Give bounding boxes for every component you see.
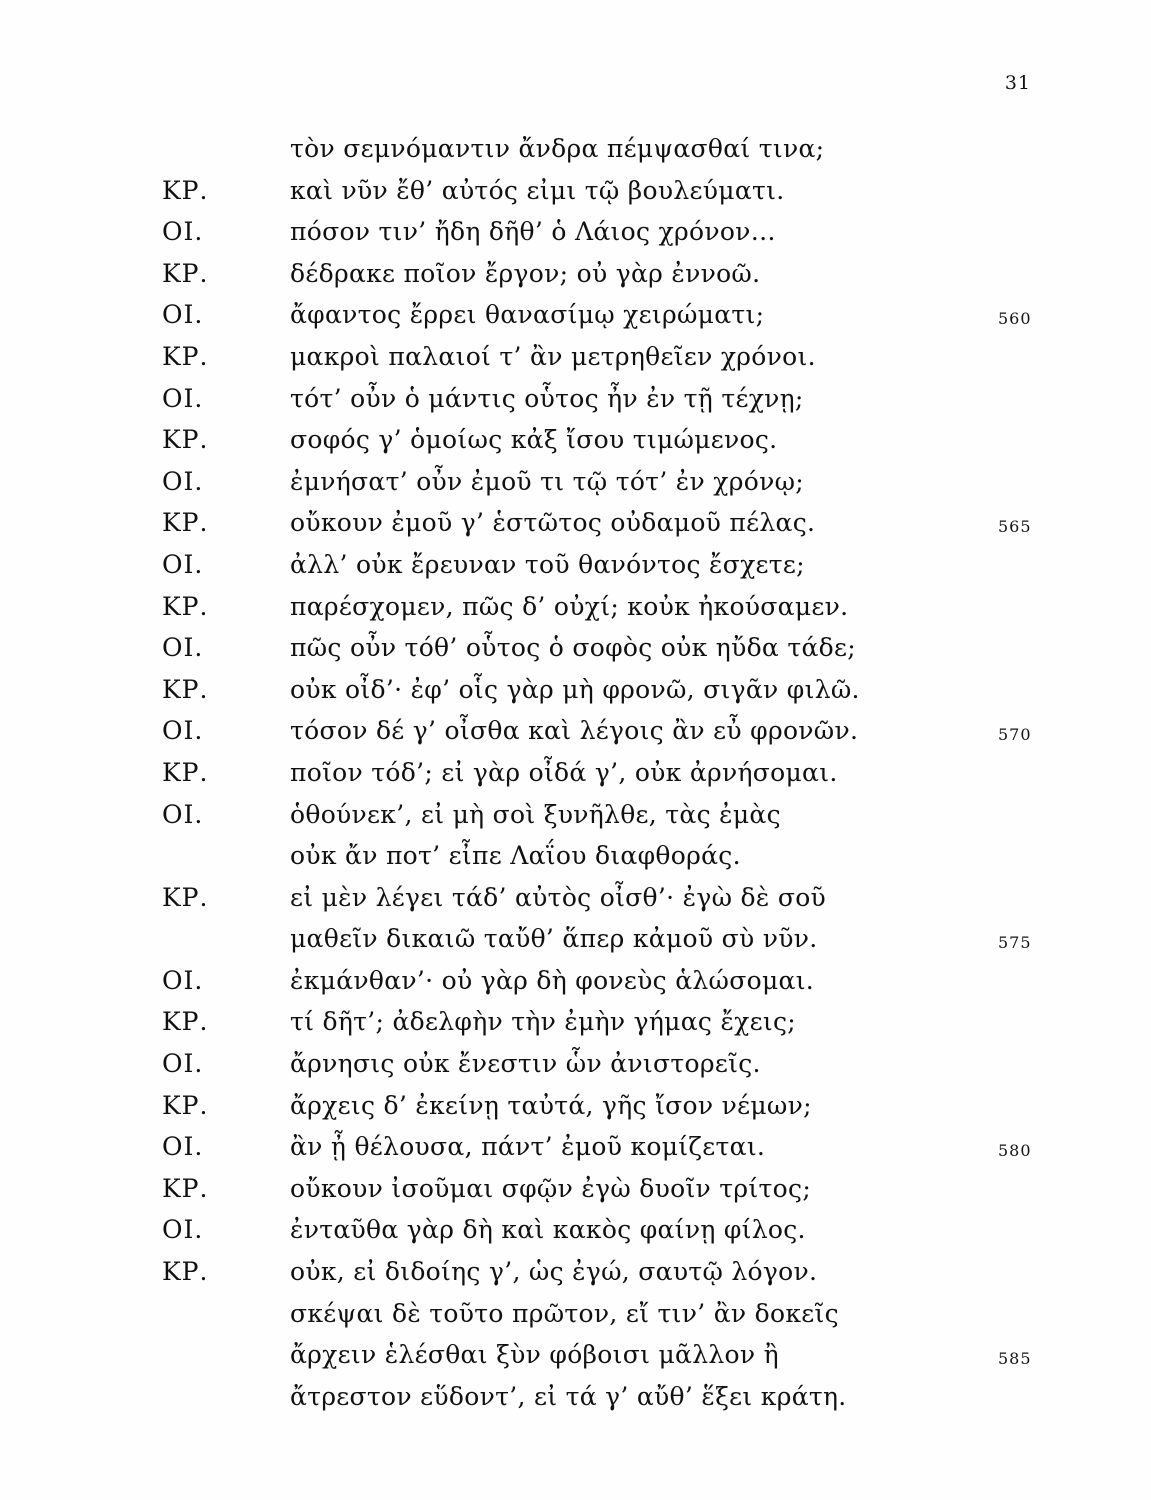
verse-line bbox=[0, 1126, 1151, 1168]
line-number: 585 bbox=[998, 1349, 1032, 1369]
verse-line bbox=[0, 794, 1151, 836]
verse-line bbox=[0, 1168, 1151, 1210]
verse-line bbox=[0, 1209, 1151, 1251]
verse-text: τί δῆτ’; ἀδελφὴν τὴν ἐμὴν γήμας ἔχεις; bbox=[290, 1007, 796, 1037]
verse-line bbox=[0, 502, 1151, 544]
verse-text: ἂν ᾖ θέλουσα, πάντ’ ἐμοῦ κομίζεται. bbox=[290, 1132, 766, 1162]
speaker-label: ΚΡ. bbox=[162, 757, 209, 787]
verse-text: οὐκ ἄν ποτ’ εἶπε Λαΐου διαφθοράς. bbox=[290, 841, 741, 871]
verse-text: ἄρνησις οὐκ ἔνεστιν ὧν ἀνιστορεῖς. bbox=[290, 1049, 761, 1079]
verse-line bbox=[0, 1043, 1151, 1085]
speaker-label: ΚΡ. bbox=[162, 591, 209, 621]
speaker-label: ΟΙ. bbox=[162, 799, 204, 829]
verse-line bbox=[0, 710, 1151, 752]
verse-text: ἐμνήσατ’ οὖν ἐμοῦ τι τῷ τότ’ ἐν χρόνῳ; bbox=[290, 466, 804, 496]
verse-line bbox=[0, 294, 1151, 336]
verse-text: ἀλλ’ οὐκ ἔρευναν τοῦ θανόντος ἔσχετε; bbox=[290, 549, 805, 579]
verse-line bbox=[0, 419, 1151, 461]
verse-text: καὶ νῦν ἔθ’ αὐτός εἰμι τῷ βουλεύματι. bbox=[290, 175, 785, 205]
verse-text: μαθεῖν δικαιῶ ταὔθ’ ἅπερ κἀμοῦ σὺ νῦν. bbox=[290, 924, 818, 954]
speaker-label: ΟΙ. bbox=[162, 217, 204, 247]
verse-line bbox=[0, 627, 1151, 669]
speaker-label: ΚΡ. bbox=[162, 425, 209, 455]
verse-text: οὔκουν ἐμοῦ γ’ ἑστῶτος οὐδαμοῦ πέλας. bbox=[290, 508, 816, 538]
speaker-label: ΚΡ. bbox=[162, 674, 209, 704]
verse-line bbox=[0, 253, 1151, 295]
verse-text: ὁθούνεκ’, εἰ μὴ σοὶ ξυνῆλθε, τὰς ἐμὰς bbox=[290, 799, 781, 829]
verse-line bbox=[0, 1376, 1151, 1418]
verse-text: ἐνταῦθα γὰρ δὴ καὶ κακὸς φαίνῃ φίλος. bbox=[290, 1215, 806, 1245]
verse-text: πόσον τιν’ ἤδη δῆθ’ ὁ Λάιος χρόνον… bbox=[290, 217, 776, 247]
speaker-label: ΚΡ. bbox=[162, 882, 209, 912]
verse-line bbox=[0, 461, 1151, 503]
verse-text: ἄρχειν ἑλέσθαι ξὺν φόβοισι μᾶλλον ἢ bbox=[290, 1340, 779, 1370]
verse-text: δέδρακε ποῖον ἔργον; οὐ γὰρ ἐννοῶ. bbox=[290, 258, 761, 288]
verse-text: πῶς οὖν τόθ’ οὗτος ὁ σοφὸς οὐκ ηὔδα τάδε; bbox=[290, 633, 856, 663]
verse-line bbox=[0, 1085, 1151, 1127]
speaker-label: ΟΙ. bbox=[162, 383, 204, 413]
verse-text: τόσον δέ γ’ οἶσθα καὶ λέγοις ἂν εὖ φρονῶν. bbox=[290, 716, 859, 746]
line-number: 575 bbox=[998, 933, 1032, 953]
verse-text: ἐκμάνθαν’· οὐ γὰρ δὴ φονεὺς ἁλώσομαι. bbox=[290, 965, 815, 995]
speaker-label: ΚΡ. bbox=[162, 1173, 209, 1203]
verse-line bbox=[0, 1334, 1151, 1376]
verse-lines bbox=[0, 128, 1151, 1417]
speaker-label: ΚΡ. bbox=[162, 341, 209, 371]
speaker-label: ΟΙ. bbox=[162, 300, 204, 330]
speaker-label: ΚΡ. bbox=[162, 258, 209, 288]
verse-line bbox=[0, 170, 1151, 212]
page-number: 31 bbox=[1004, 72, 1031, 94]
speaker-label: ΟΙ. bbox=[162, 466, 204, 496]
speaker-label: ΟΙ. bbox=[162, 1132, 204, 1162]
verse-line bbox=[0, 752, 1151, 794]
verse-text: μακροὶ παλαιοί τ’ ἂν μετρηθεῖεν χρόνοι. bbox=[290, 341, 816, 371]
verse-line bbox=[0, 1251, 1151, 1293]
verse-text: σκέψαι δὲ τοῦτο πρῶτον, εἴ τιν’ ἂν δοκεῖς bbox=[290, 1298, 839, 1328]
verse-text: εἰ μὲν λέγει τάδ’ αὐτὸς οἶσθ’· ἐγὼ δὲ σοῦ bbox=[290, 882, 827, 912]
verse-line bbox=[0, 1293, 1151, 1335]
speaker-label: ΚΡ. bbox=[162, 1090, 209, 1120]
verse-line bbox=[0, 586, 1151, 628]
verse-line bbox=[0, 960, 1151, 1002]
verse-text: τότ’ οὖν ὁ μάντις οὗτος ἦν ἐν τῇ τέχνῃ; bbox=[290, 383, 804, 413]
verse-text: ἄφαντος ἔρρει θανασίμῳ χειρώματι; bbox=[290, 300, 765, 330]
speaker-label: ΟΙ. bbox=[162, 1215, 204, 1245]
verse-text: τὸν σεμνόμαντιν ἄνδρα πέμψασθαί τινα; bbox=[290, 134, 825, 163]
verse-line bbox=[0, 918, 1151, 960]
verse-line bbox=[0, 877, 1151, 919]
speaker-label: ΟΙ. bbox=[162, 965, 204, 995]
speaker-label: ΚΡ. bbox=[162, 175, 209, 205]
line-number: 565 bbox=[998, 517, 1032, 537]
line-number: 570 bbox=[998, 725, 1032, 745]
verse-text: ἄτρεστον εὕδοντ’, εἰ τά γ’ αὔθ’ ἕξει κράτη. bbox=[290, 1381, 847, 1411]
line-number: 560 bbox=[998, 309, 1032, 329]
verse-text: οὔκουν ἰσοῦμαι σφῷν ἐγὼ δυοῖν τρίτος; bbox=[290, 1173, 812, 1203]
speaker-label: ΚΡ. bbox=[162, 1257, 209, 1287]
speaker-label: ΚΡ. bbox=[162, 508, 209, 538]
verse-line bbox=[0, 336, 1151, 378]
verse-line bbox=[0, 128, 1151, 170]
verse-line bbox=[0, 669, 1151, 711]
verse-text: παρέσχομεν, πῶς δ’ οὐχί; κοὐκ ἠκούσαμεν. bbox=[290, 591, 849, 621]
speaker-label: ΟΙ. bbox=[162, 549, 204, 579]
verse-line bbox=[0, 1001, 1151, 1043]
verse-text: οὐκ οἶδ’· ἐφ’ οἷς γὰρ μὴ φρονῶ, σιγᾶν φιλῶ. bbox=[290, 674, 860, 704]
speaker-label: ΟΙ. bbox=[162, 633, 204, 663]
verse-text: οὐκ, εἰ διδοίης γ’, ὡς ἐγώ, σαυτῷ λόγον. bbox=[290, 1257, 818, 1287]
verse-line bbox=[0, 378, 1151, 420]
verse-line bbox=[0, 835, 1151, 877]
line-number: 580 bbox=[998, 1141, 1032, 1161]
verse-line bbox=[0, 544, 1151, 586]
speaker-label: ΚΡ. bbox=[162, 1007, 209, 1037]
speaker-label: ΟΙ. bbox=[162, 1049, 204, 1079]
speaker-label: ΟΙ. bbox=[162, 716, 204, 746]
verse-text: ἄρχεις δ’ ἐκείνῃ ταὐτά, γῆς ἴσον νέμων; bbox=[290, 1090, 812, 1120]
verse-line bbox=[0, 211, 1151, 253]
verse-text: σοφός γ’ ὁμοίως κἀξ ἴσου τιμώμενος. bbox=[290, 425, 778, 455]
verse-text: ποῖον τόδ’; εἰ γὰρ οἶδά γ’, οὐκ ἀρνήσομαι. bbox=[290, 757, 838, 787]
